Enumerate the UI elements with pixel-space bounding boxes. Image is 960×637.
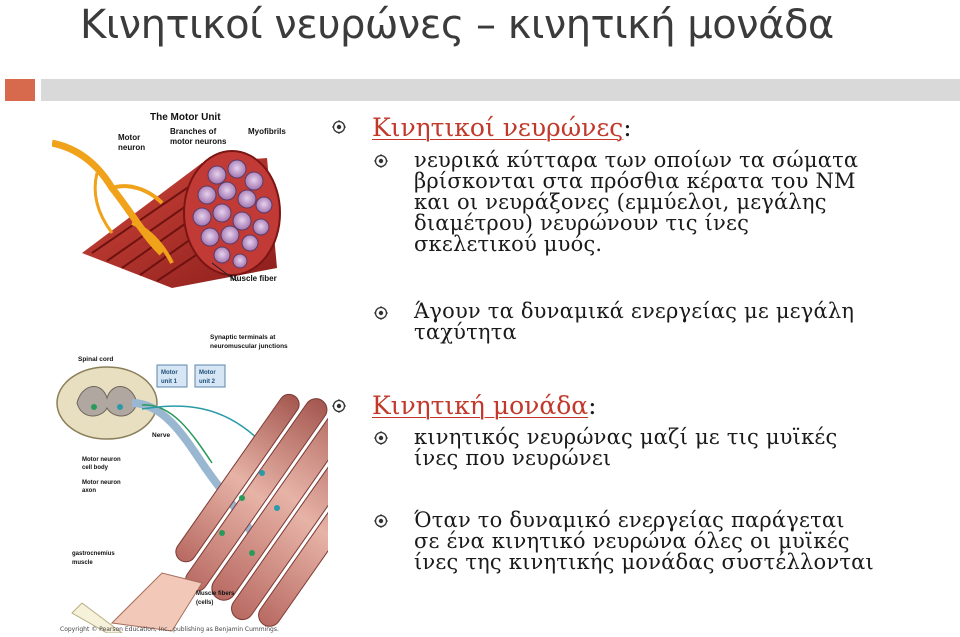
bullet-icon bbox=[374, 431, 388, 445]
motor-unit-1-label: Motor unit 1 bbox=[161, 370, 178, 385]
axon-label: Motor neuron axon bbox=[82, 480, 121, 494]
motor-unit-2-label: Motor unit 2 bbox=[199, 370, 216, 385]
bullet-motor-neurons bbox=[372, 113, 632, 143]
bullet-icon bbox=[332, 399, 346, 413]
myofibrils-label: Myofibrils bbox=[248, 127, 286, 136]
motor-unit-definition: κινητικός νευρώνας μαζί με τις μυϊκές ίνες που νευρώνει bbox=[414, 425, 838, 470]
motor-neurons-colon: : bbox=[623, 113, 632, 142]
muscle-bundle-drawing bbox=[52, 143, 280, 288]
bullet-icon bbox=[374, 306, 388, 320]
synaptic-terminals-label: Synaptic terminals at neuromuscular junctions bbox=[210, 334, 288, 350]
cell-body-label: Motor neuron cell body bbox=[82, 457, 121, 471]
bullet-motor-unit bbox=[372, 391, 597, 421]
all-or-none-contraction: Όταν το δυναμικό ενεργείας παράγεται σε ένα κινητικό νευρώνα όλες οι μυϊκές ίνες της κινητικής μονάδας συστέλλονται bbox=[414, 508, 874, 574]
action-potential-speed: Άγουν τα δυναμικά ενεργείας με μεγάλη ταχύτητα bbox=[414, 299, 855, 344]
motor-unit-illustration bbox=[52, 103, 328, 633]
spinal-cord-label: Spinal cord bbox=[78, 356, 114, 363]
motor-neurons-term: Κινητικοί νευρώνες bbox=[372, 113, 624, 142]
slide-title: Κινητικοί νευρώνες – κινητική μονάδα bbox=[80, 2, 834, 48]
header-bar bbox=[41, 79, 960, 101]
motor-unit-term: Κινητική μονάδα bbox=[372, 391, 589, 420]
accent-bar bbox=[5, 79, 35, 101]
gastrocnemius-label: gastrocnemius muscle bbox=[72, 551, 115, 566]
figure-top-title: The Motor Unit bbox=[150, 112, 221, 123]
muscle-fibers-cells-label: Muscle fibers (cells) bbox=[196, 591, 235, 606]
bullet-icon bbox=[332, 120, 346, 134]
motor-neurons-definition: νευρικά κύτταρα των οποίων τα σώματα βρίσκονται στα πρόσθια κέρατα του ΝΜ και οι νευράξονες (εμμύελοι, μεγάλης διαμέτρου) νευρώνουν τις ίνες σκελετικού μυός. bbox=[414, 148, 859, 256]
motor-neuron-label: Motor neuron bbox=[118, 133, 146, 152]
motor-unit-colon: : bbox=[588, 391, 597, 420]
figure-copyright: Copyright © Pearson Education, Inc., publishing as Benjamin Cummings. bbox=[60, 626, 279, 633]
nerve-label: Nerve bbox=[152, 432, 171, 439]
branches-label: Branches of motor neurons bbox=[170, 127, 227, 146]
bullet-icon bbox=[374, 154, 388, 168]
muscle-fiber-label: Muscle fiber bbox=[230, 274, 277, 283]
bullet-icon bbox=[374, 514, 388, 528]
